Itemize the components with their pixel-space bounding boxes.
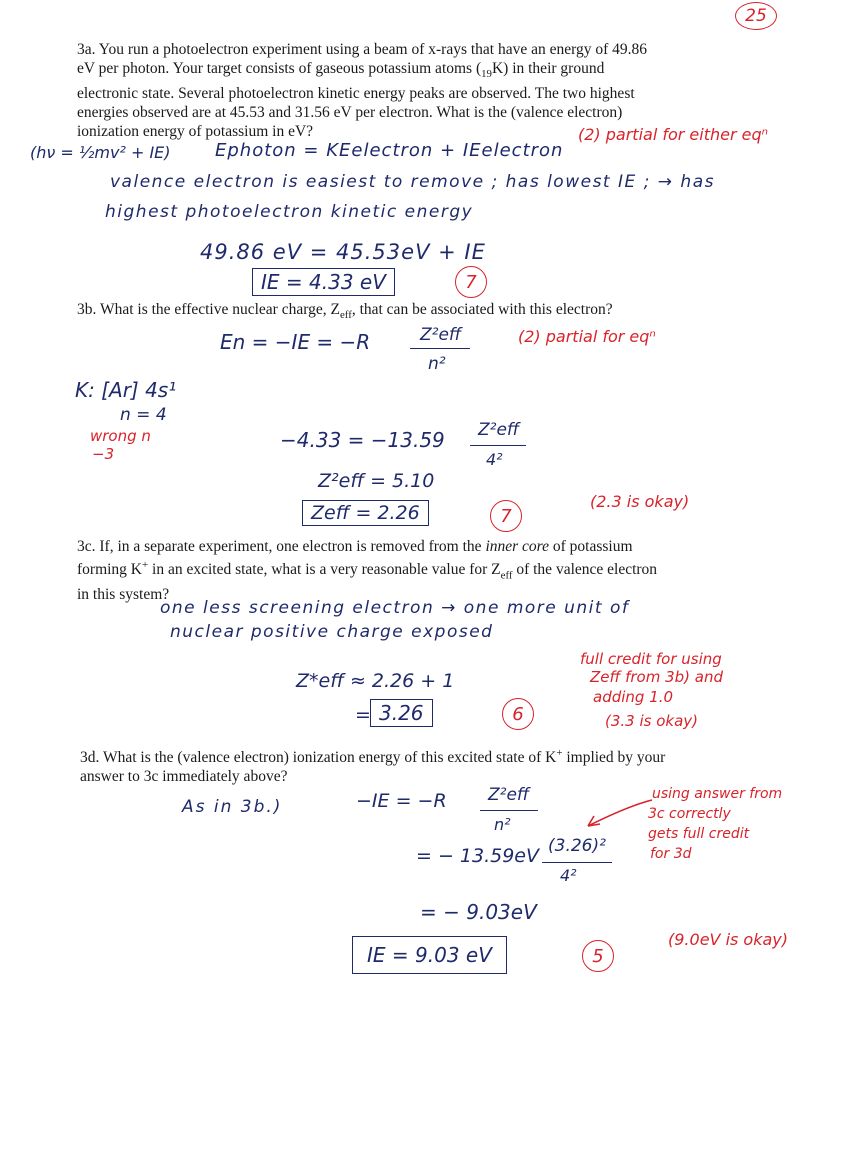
grader-3b-okay: (2.3 is okay) — [590, 492, 690, 511]
hw-3d-step2-den: 4² — [560, 866, 577, 885]
hw-3c-reason1: one less screening electron → one more unit of — [160, 598, 630, 618]
total-score-circle — [735, 2, 777, 30]
q3a-line4: energies observed are at 45.53 and 31.56 eV per electron. What is the (valence electron) — [77, 104, 623, 122]
hw-3a-reason1: valence electron is easiest to remove ; has lowest IE ; → has — [110, 172, 715, 192]
hw-3d-answer: IE = 9.03 eV — [352, 936, 507, 974]
hw-3b-calc-den: 4² — [486, 450, 503, 469]
grader-3d-note2: 3c correctly — [648, 806, 731, 822]
grader-3b-partial: (2) partial for eqⁿ — [518, 327, 656, 346]
hw-3b-config: K: [Ar] 4s¹ — [75, 378, 177, 402]
q3a-line2: eV per photon. Your target consists of gaseous potassium atoms $(_{19}K)$ in their ground — [77, 60, 605, 81]
score-3c: 6 — [512, 703, 524, 725]
hw-3d-step2-fracline — [542, 862, 612, 863]
grader-3d-note3: gets full credit — [648, 826, 750, 842]
score-3d: 5 — [592, 945, 604, 967]
total-score: 25 — [745, 6, 767, 26]
hw-3b-calc-left: −4.33 = −13.59 — [280, 428, 445, 452]
grader-3b-deduct: −3 — [92, 445, 115, 463]
score-3a-circle — [455, 266, 487, 298]
hw-3c-equals: = — [355, 704, 371, 726]
score-3a: 7 — [465, 271, 477, 293]
hw-3d-step3: = − 9.03eV — [420, 900, 537, 924]
grader-3a-partial: (2) partial for either eqⁿ — [578, 125, 769, 144]
hw-3d-step2-left: = − 13.59eV — [416, 845, 539, 867]
q3c-line1: 3c. If, in a separate experiment, one electron is removed from the inner core of potassium — [77, 538, 633, 555]
score-3c-circle — [502, 698, 534, 730]
grader-3b-wrong-n: wrong n — [90, 427, 151, 445]
q3c-line3: in this system? — [77, 586, 170, 604]
hw-3b-eq-fracline — [410, 348, 470, 349]
hw-3a-answer: IE = 4.33 eV — [252, 268, 395, 296]
hw-3c-answer: 3.26 — [370, 699, 433, 727]
q3a-line3: electronic state. Several photoelectron kinetic energy peaks are observed. The two highest — [77, 85, 635, 103]
hw-3b-zsq: Z²eff = 5.10 — [318, 470, 435, 492]
hw-3c-reason2: nuclear positive charge exposed — [170, 622, 494, 642]
hw-3b-eq-den: n² — [428, 354, 446, 374]
grader-3c-note3: adding 1.0 — [593, 688, 674, 706]
grader-3c-note2: Zeff from 3b) and — [590, 668, 724, 686]
score-3d-circle — [582, 940, 614, 972]
hw-3b-answer: Zeff = 2.26 — [302, 500, 429, 526]
hw-3d-eq-fracline — [480, 810, 538, 811]
q3a-line1: 3a. You run a photoelectron experiment using a beam of x-rays that have an energy of 49.86 — [77, 41, 648, 58]
q3c-line2: forming K+ in an excited state, what is a very reasonable value for $Z_{eff}$ of the valence electron — [77, 559, 658, 582]
hw-3b-eq-left: En = −IE = −R — [220, 330, 371, 354]
hw-3d-step2-num: (3.26)² — [548, 836, 606, 856]
grader-3c-okay: (3.3 is okay) — [605, 712, 699, 730]
hw-3b-calc-fracline — [470, 445, 526, 446]
score-3b: 7 — [500, 505, 512, 527]
grader-3d-okay: (9.0eV is okay) — [668, 930, 788, 949]
grader-3d-arrow — [578, 796, 658, 836]
hw-3b-eq-num: Z²eff — [420, 325, 462, 345]
grader-3d-note4: for 3d — [650, 846, 692, 862]
hw-3d-eq-den: n² — [494, 815, 511, 834]
hw-3a-calc: 49.86 eV = 45.53eV + IE — [200, 240, 486, 264]
q3d-line2: answer to 3c immediately above? — [80, 768, 288, 786]
hw-3d-eq-left: −IE = −R — [356, 790, 447, 812]
grader-3d-note1: using answer from — [652, 786, 783, 802]
hw-3d-as-in: As in 3b.) — [182, 797, 283, 817]
q3b-line1: 3b. What is the effective nuclear charge, $Z_{eff}$, that can be associated with this electron? — [77, 301, 613, 322]
hw-3a-reason2: highest photoelectron kinetic energy — [105, 202, 474, 222]
grader-3c-note1: full credit for using — [580, 650, 722, 668]
q3d-line1: 3d. What is the (valence electron) ionization energy of this excited state of K+ implied by your — [80, 747, 666, 767]
hw-3a-note: (hν = ½mv² + IE) — [30, 143, 171, 162]
hw-3d-eq-num: Z²eff — [488, 785, 530, 805]
hw-3c-calc: Z*eff ≈ 2.26 + 1 — [296, 670, 455, 692]
hw-3b-calc-num: Z²eff — [478, 420, 520, 440]
score-3b-circle — [490, 500, 522, 532]
question-3d — [80, 744, 800, 786]
hw-3a-equation: Ephoton = KEelectron + IEelectron — [215, 140, 564, 161]
hw-3b-n: n = 4 — [120, 405, 167, 425]
question-3b — [77, 300, 797, 325]
q3a-line5: ionization energy of potassium in eV? — [77, 123, 314, 141]
question-3c — [77, 537, 797, 604]
